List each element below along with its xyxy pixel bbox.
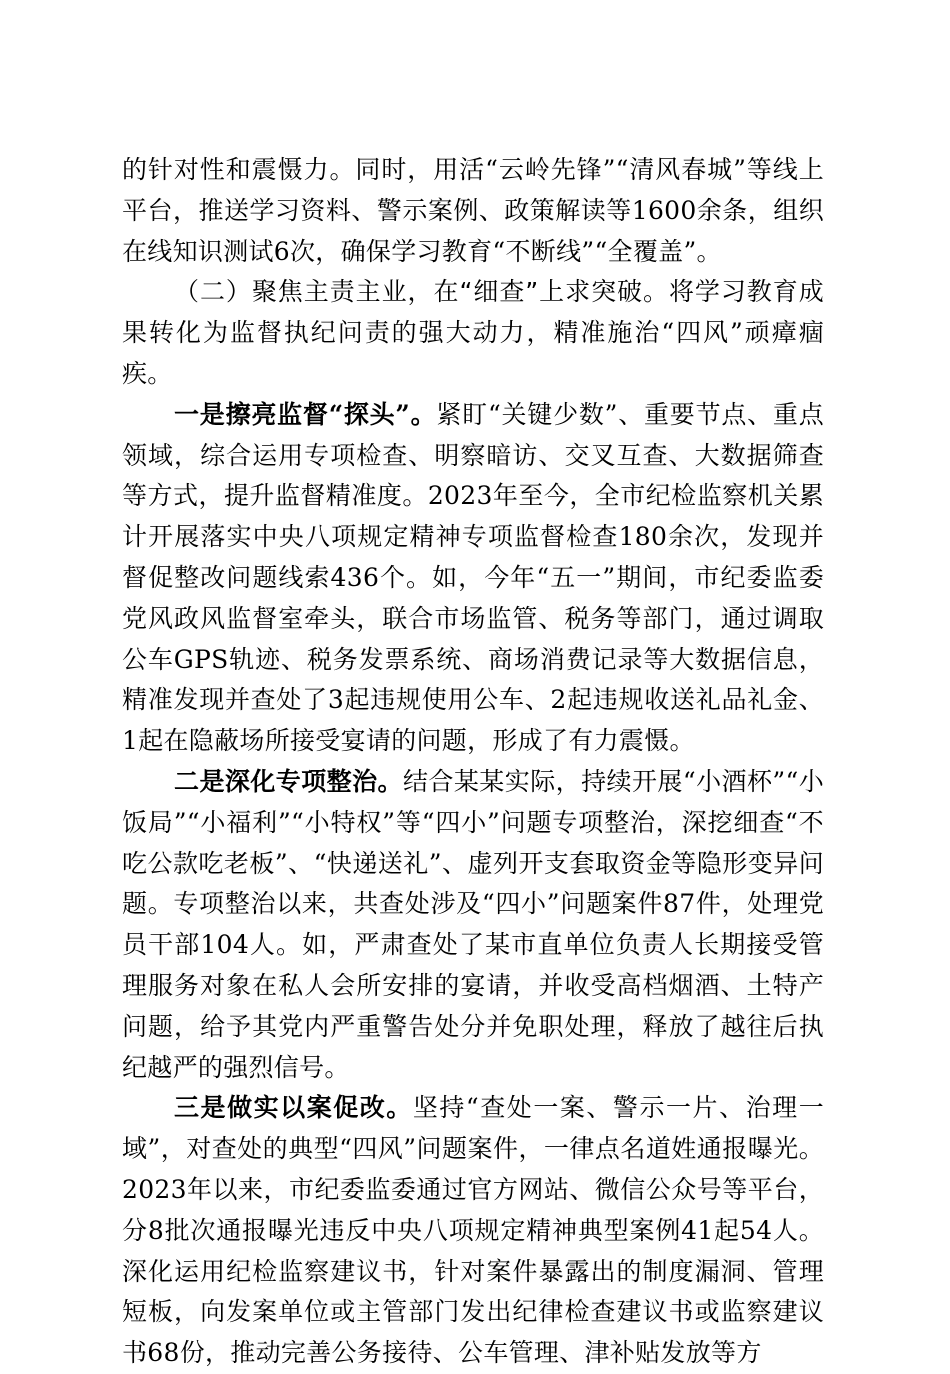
paragraph-text: 的针对性和震慑力。同时，用活“云岭先锋”“清风春城”等线上平台，推送学习资料、警示案例、政策解读等1600余条，组织在线知识测试6次，确保学习教育“不断线”“全覆盖”。 — [122, 155, 824, 266]
document-page — [122, 150, 824, 1374]
item-paragraph-2 — [122, 762, 824, 1088]
paragraph-continuation — [122, 150, 824, 272]
item-lead: 二是深化专项整治。 — [174, 766, 403, 796]
section-paragraph — [122, 272, 824, 394]
item-paragraph-3 — [122, 1088, 824, 1374]
paragraph-text: 结合某某实际，持续开展“小酒杯”“小饭局”“小福利”“小特权”等“四小”问题专项整治，深挖细查“不吃公款吃老板”、“快递送礼”、虚列开支套取资金等隐形变异问题。专项整治以来，共查处涉及“四小”问题案件87件，处理党员干部104人。如，严肃查处了某市直单位负责人长期接受管理服务对象在私人会所安排的宴请，并收受高档烟酒、土特产问题，给予其党内严重警告处分并免职处理，释放了越往后执纪越严的强烈信号。 — [122, 766, 824, 1082]
item-paragraph-1 — [122, 395, 824, 762]
section-heading: （二）聚焦主责主业，在“细查”上求突破。 — [174, 277, 669, 307]
paragraph-text: 将学习教育成果转化为监督执纪问责的强大动力，精准施治“四风”顽瘴痼疾。 — [122, 277, 824, 388]
paragraph-text: 坚持“查处一案、警示一片、治理一域”，对查处的典型“四风”问题案件，一律点名道姓通报曝光。2023年以来，市纪委监委通过官方网站、微信公众号等平台，分8批次通报曝光违反中央八项规定精神典型案例41起54人。深化运用纪检监察建议书，针对案件暴露出的制度漏洞、管理短板，向发案单位或主管部门发出纪律检查建议书或监察建议书68份，推动完善公务接待、公车管理、津补贴发放等方 — [122, 1093, 824, 1368]
item-lead: 一是擦亮监督“探头”。 — [174, 399, 437, 429]
paragraph-text: 紧盯“关键少数”、重要节点、重点领域，综合运用专项检查、明察暗访、交叉互查、大数据筛查等方式，提升监督精准度。2023年至今，全市纪检监察机关累计开展落实中央八项规定精神专项监督检查180余次，发现并督促整改问题线索436个。如，今年“五一”期间，市纪委监委党风政风监督室牵头，联合市场监管、税务等部门，通过调取公车GPS轨迹、税务发票系统、商场消费记录等大数据信息，精准发现并查处了3起违规使用公车、2起违规收送礼品礼金、1起在隐蔽场所接受宴请的问题，形成了有力震慑。 — [122, 399, 825, 756]
item-lead: 三是做实以案促改。 — [174, 1093, 413, 1123]
